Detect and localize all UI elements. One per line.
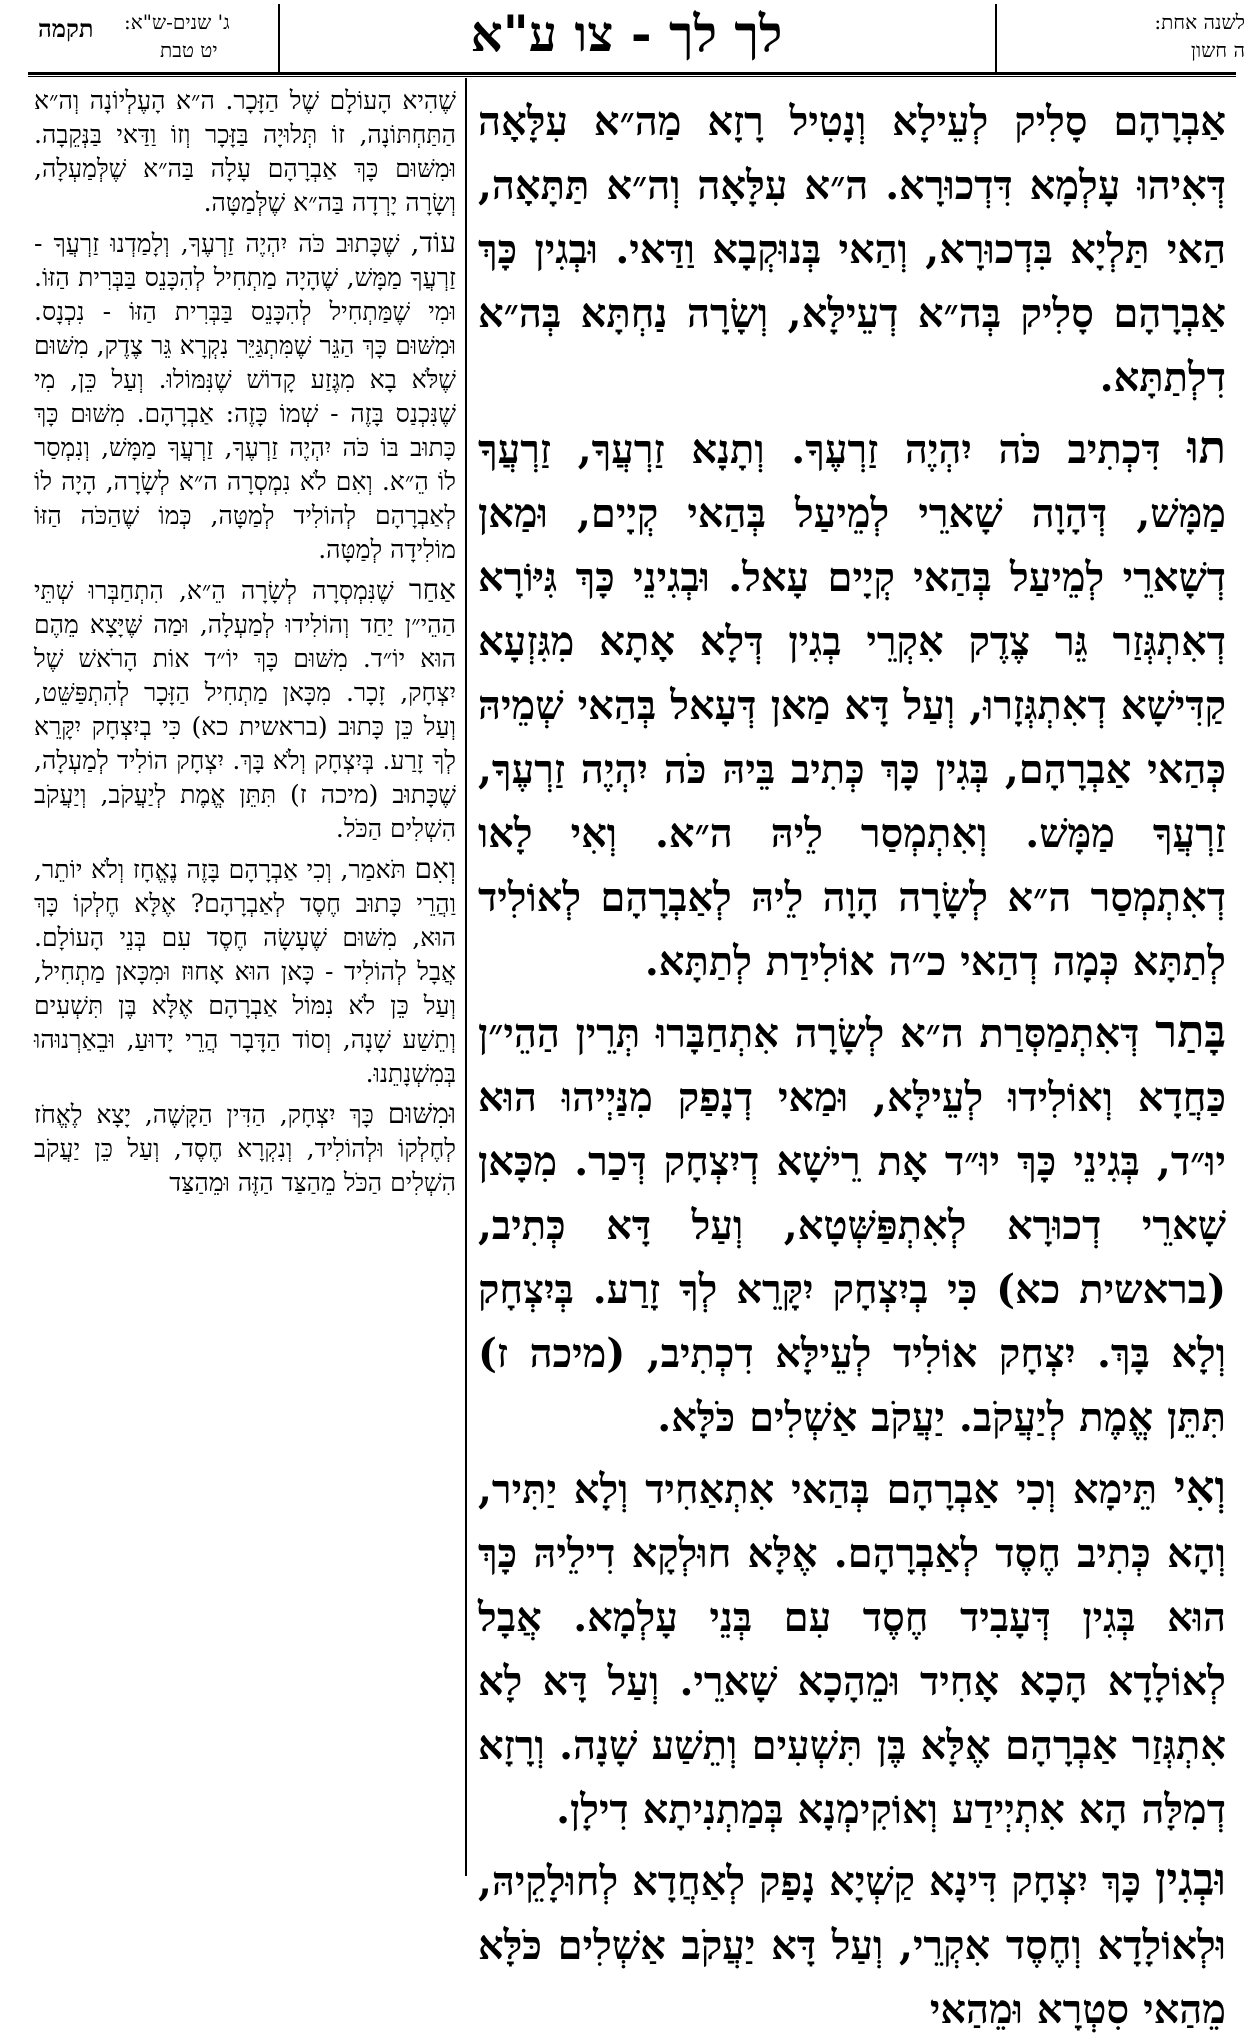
- paragraph-lead-word: וְאִם: [414, 852, 456, 885]
- paragraph-text: שֶׁכָּתוּב כֹּה יִהְיֶה זַרְעֶךָ, וְלָמַדְנוּ זַרְעֲךָ - זַרְעֲךָ מַמָּשׁ, שֶׁהָיָה מַתְחִיל לְהִכָּנֵס בַּבְּרִית הַזּוֹ. וּמִי שֶׁמַּתְחִיל לְהִכָּנֵס בַּבְּרִית הַזּוֹ - נִכְנָס. וּמִשּׁוּם כָּךְ הַגֵּר שֶׁמִּתְגַּיֵּר נִקְרָא גֵּר צֶדֶק, מִשּׁוּם שֶׁלֹּא בָא מִגֶּזַע קָדוֹשׁ שֶׁנִּמּוֹלוּ. וְעַל כֵּן, מִי שֶׁנִּכְנַס בָּזֶה - שְׁמוֹ כָּזֶה: אַבְרָהָם. מִשּׁוּם כָּךְ כָּתוּב בּוֹ כֹּה יִהְיֶה זַרְעֶךָ, זַרְעֲךָ מַמָּשׁ, וְנִמְסַר לוֹ הֵ״א. וְאִם לֹא נִמְסְרָה ה״א לְשָׂרָה, הָיָה לוֹ לְאַבְרָהָם לְהוֹלִיד לְמַטָּה, כְּמוֹ שֶׁהַכֹּה הַזּוֹ מוֹלִידָה לְמַטָּה.: [34, 229, 456, 564]
- paragraph-text: אַבְרָהָם סָלִיק לְעֵילָא וְנָטִיל רָזָא מַה״א עִלָּאָה דְּאִיהוּ עָלְמָא דִּדְכוּרָא. ה״א עִלָּאָה וְה״א תַּתָּאָה, הַאי תַּלְיָא בִּדְכוּרָא, וְהַאי בְּנוּקְבָא וַדַּאי. וּבְגִין כָּךְ אַבְרָהָם סָלִיק בְּה״א דְעֵילָּא, וְשָׂרָה נַחְתָּא בְּה״א דִלְתַתָּא.: [478, 98, 1226, 401]
- paragraph-text: כָּךְ יִצְחָק, הַדִּין הַקָּשֶׁה, יָצָא לֶאֱחֹז לְחֶלְקוֹ וּלְהוֹלִיד, וְנִקְרָא חֶסֶד, וְעַל כֵּן יַעֲקֹב הִשְׁלִים הַכֹּל מֵהַצַּד הַזֶּה וּמֵהַצַּד: [34, 1100, 456, 1197]
- paragraph-lead-word: עוֹד,: [410, 226, 456, 259]
- main-paragraph: [478, 1456, 1226, 1842]
- paragraph-text: תֹּאמַר, וְכִי אַבְרָהָם בָּזֶה נֶאֱחָז וְלֹא יוֹתֵר, וַהֲרֵי כָּתוּב חֶסֶד לְאַבְרָהָם? אֶלָּא חֶלְקוֹ כָּךְ הוּא, מִשּׁוּם שֶׁעָשָׂה חֶסֶד עִם בְּנֵי הָעוֹלָם. אֲבָל לְהוֹלִיד - כָּאן הוּא אָחוּז וּמִכָּאן מַתְחִיל, וְעַל כֵּן לֹא נִמּוֹל אַבְרָהָם אֶלָּא בֶּן תִּשְׁעִים וְתֵשַׁע שָׁנָה, וְסוֹד הַדָּבָר הֲרֵי יָדוּעַ, וּבֵאַרְנוּהוּ בְּמִשְׁנָתֵנוּ.: [34, 855, 456, 1088]
- header-divider-thin: [28, 76, 1236, 77]
- paragraph-lead-word: בָּתַר: [1155, 1005, 1226, 1058]
- paragraph-lead-word: אַחַר: [408, 573, 456, 606]
- header-separator-left: [278, 4, 280, 74]
- page-title: לך לך - צו ע"א: [470, 4, 783, 63]
- paragraph-text: כָּךְ יִצְחָק דִּינָא קַשְׁיָא נָפַק לְאַחֲדָא לְחוּלָקֵיהּ, וּלְאוֹלָדָא וְחֶסֶד אִקְרֵי, וְעַל דָּא יַעֲקֹב אַשְׁלִים כֹּלָּא מֵהַאי סִטְרָא וּמֵהַאי: [478, 1858, 1226, 2033]
- side-paragraph: [34, 573, 456, 846]
- side-paragraph: [34, 84, 456, 220]
- header-separator-right: [995, 4, 997, 74]
- side-paragraph: [34, 226, 456, 567]
- page-number: תקמה: [38, 14, 94, 43]
- header-date-right: ה חשון: [1190, 38, 1245, 62]
- side-paragraph: [34, 852, 456, 1091]
- header-three-year-cycle-label: ג' שנים-ש"א:: [124, 10, 230, 34]
- paragraph-lead-word: וּבְגִין: [1154, 1853, 1226, 1906]
- paragraph-text: דְּאִתְמַסְּרַת ה״א לְשָׂרָה אִתְחַבָּרוּ תְּרֵין הַהֵי״ן כַּחֲדָא וְאוֹלִידוּ לְעֵילָּא, וּמַאי דְנָפַק מִנַּיְיהוּ הוּא יוּ״ד, בְּגִינֵי כָּךְ יוּ״ד אָת רֵישָׁא דְיִצְחָק דְּכַר. מִכָּאן שָׁארֵי דְכוּרָא לְאִתְפַּשְּׁטָא, וְעַל דָּא כְּתִיב, (בראשית כא) כִּי בְיִצְחָק יִקָּרֵא לְךָ זָרַע. בְּיִצְחָק וְלָא בָּךְ. יִצְחָק אוֹלִיד לְעֵילָּא דִכְתִיב, (מיכה ז) תִּתֵּן אֱמֶת לְיַעֲקֹב. יַעֲקֹב אַשְׁלִים כֹּלָּא.: [478, 1010, 1226, 1441]
- header-divider: [28, 72, 1236, 75]
- paragraph-lead-word: וּמִשּׁוּם: [387, 1097, 456, 1130]
- header-date-left: יט טבת: [160, 38, 218, 62]
- paragraph-text: תֵּימָא וְכִי אַבְרָהָם בְּהַאי אִתְאַחִיד וְלָא יַתִּיר, וְהָא כְּתִיב חֶסֶד לְאַבְרָהָם. אֶלָּא חוּלְקָא דִילֵיהּ כָּךְ הוּא בְּגִין דְּעָבִיד חֶסֶד עִם בְּנֵי עָלְמָא. אֲבָל לְאוֹלָדָא הָכָא אָחִיד וּמֵהָכָא שָׁארֵי. וְעַל דָּא לָא אִתְגְּזַר אַבְרָהָם אֶלָּא בֶּן תִּשְׁעִים וְתֵשַׁע שָׁנָה. וְרָזָא דְמִלָּה הָא אִתְיְידַע וְאוֹקִימְנָא בְּמַתְנִיתָא דִילָן.: [478, 1466, 1226, 1833]
- header-year-cycle-label: לשנה אחת:: [1154, 10, 1245, 34]
- main-text-column: [478, 90, 1226, 2033]
- paragraph-lead-word: תוּ: [1187, 421, 1226, 474]
- main-paragraph: [478, 90, 1226, 410]
- paragraph-text: שֶׁנִּמְסְרָה לְשָׂרָה הֵ״א, הִתְחַבְּרוּ שְׁתֵּי הַהֵי״ן יַחַד וְהוֹלִידוּ לְמַעְלָה, וּמַה שֶּׁיָּצָא מֵהֶם הוּא יוֹ״ד. מִשּׁוּם כָּךְ יוֹ״ד אוֹת הָרֹאשׁ שֶׁל יִצְחָק, זָכָר. מִכָּאן מַתְחִיל הַזָּכָר לְהִתְפַּשֵּׁט, וְעַל כֵּן כָּתוּב (בראשית כא) כִּי בְיִצְחָק יִקָּרֵא לְךָ זָרַע. בְּיִצְחָק וְלֹא בָּךְ. יִצְחָק הוֹלִיד לְמַעְלָה, שֶׁכָּתוּב (מיכה ז) תִּתֵּן אֱמֶת לְיַעֲקֹב, וְיַעֲקֹב הִשְׁלִים הַכֹּל.: [34, 576, 456, 843]
- side-paragraph: [34, 1097, 456, 1200]
- paragraph-lead-word: וְאִי: [1174, 1461, 1226, 1514]
- column-divider: [465, 78, 467, 1876]
- main-paragraph: [478, 1000, 1226, 1450]
- main-paragraph: [478, 416, 1226, 994]
- paragraph-text: דִּכְתִיב כֹּה יִהְיֶה זַרְעֶךָ. וְתָנָא זַרְעֲךָ, זַרְעֲךָ מַמָּשׁ, דְּהָוָה שָׁארֵי לְמֵיעַל בְּהַאי קְיָים, וּמַאן דְשָׁארֵי לְמֵיעַל בְּהַאי קְיָים עָאל. וּבְגִינֵי כָּךְ גִּיּוֹרָא דְאִתְגְּזַר גֵּר צֶדֶק אִקְרֵי בְגִין דְּלָא אָתָא מִגִּזְעָא קַדִּישָׁא דְאִתְגְּזָרוּ, וְעַל דָּא מַאן דְּעָאל בְּהַאי שְׁמֵיהּ כְּהַאי אַבְרָהָם, בְּגִין כָּךְ כְּתִיב בֵּיהּ כֹּה יִהְיֶה זַרְעֶךָ, זַרְעֲךָ מַמָּשׁ. וְאִתְמְסַר לֵיהּ ה״א. וְאִי לָאו דְאִתְמְסַר ה״א לְשָׂרָה הָוָה לֵיהּ לְאַבְרָהָם לְאוֹלִיד לְתַתָּא כְּמָה דְהַאי כ״ה אוֹלִידַת לְתַתָּא.: [478, 426, 1226, 985]
- translation-column: [34, 84, 456, 1876]
- main-paragraph: [478, 1848, 1226, 2042]
- paragraph-text: שֶׁהִיא הָעוֹלָם שֶׁל הַזָּכָר. ה״א הָעֶלְיוֹנָה וְה״א הַתַּחְתּוֹנָה, זוֹ תְּלוּיָה בַּזָּכָר וְזוֹ וַדַּאי בַּנְּקֵבָה. וּמִשּׁוּם כָּךְ אַבְרָהָם עָלָה בַּה״א שֶׁלְּמַעְלָה, וְשָׂרָה יָרְדָה בַּה״א שֶׁלְּמַטָּה.: [34, 86, 456, 217]
